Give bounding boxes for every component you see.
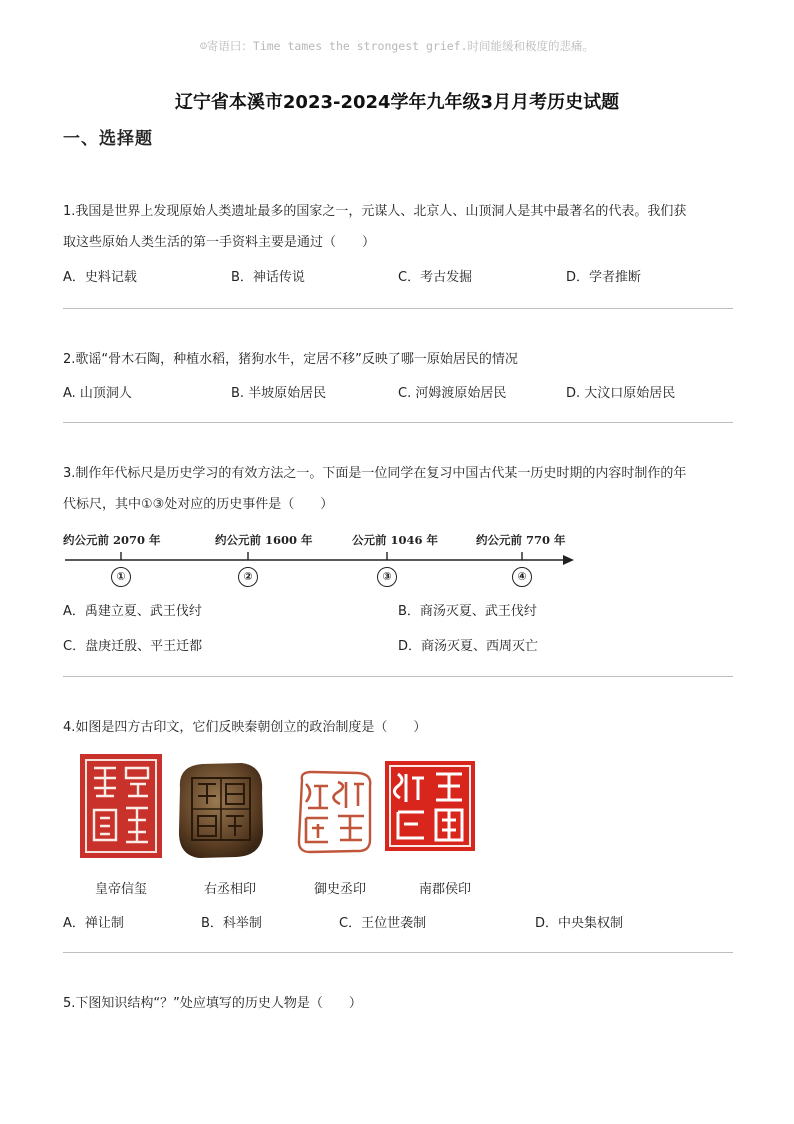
q1-option-d[interactable]: D．学者推断 <box>566 270 642 285</box>
page-title: 辽宁省本溪市2023-2024学年九年级3月月考历史试题 <box>174 92 620 113</box>
q2-option-c[interactable]: C. 河姆渡原始居民 <box>398 386 507 401</box>
q2-option-a[interactable]: A. 山顶洞人 <box>63 386 132 401</box>
section-heading: 一、选择题 <box>63 129 153 149</box>
divider <box>63 308 733 309</box>
timeline-label-2: 约公元前 1600 年 <box>215 533 313 547</box>
q2-option-d[interactable]: D. 大汶口原始居民 <box>566 386 676 401</box>
q3-option-b[interactable]: B．商汤灭夏、武王伐纣 <box>398 604 537 619</box>
timeline-label-4: 约公元前 770 年 <box>476 533 566 547</box>
q4-option-a[interactable]: A．禅让制 <box>63 916 124 931</box>
question-3-options-row-1 <box>63 600 733 620</box>
question-2-options <box>63 382 733 402</box>
q2-option-b[interactable]: B. 半坡原始居民 <box>231 386 327 401</box>
question-2-stem: 2.歌谣“骨木石陶，种植水稻，猪狗水牛，定居不移”反映了哪一原始居民的情况 <box>63 352 518 367</box>
divider <box>63 952 733 953</box>
question-3-line-2: 代标尺，其中①③处对应的历史事件是（ ） <box>63 497 334 512</box>
divider <box>63 422 733 423</box>
q3-option-a[interactable]: A．禹建立夏、武王伐纣 <box>63 604 202 619</box>
seal-image-3 <box>292 768 376 856</box>
question-4-options <box>63 912 733 932</box>
timeline-marker-4: ④ <box>512 567 532 587</box>
q1-option-b[interactable]: B．神话传说 <box>231 270 305 285</box>
timeline-label-3: 公元前 1046 年 <box>352 533 439 547</box>
question-1-line-1: 1.我国是世界上发现原始人类遗址最多的国家之一，元谋人、北京人、山顶洞人是其中最著名的代表。我们获 <box>63 204 687 219</box>
q1-option-a[interactable]: A．史料记载 <box>63 270 137 285</box>
timeline-marker-2: ② <box>238 567 258 587</box>
divider <box>63 676 733 677</box>
watermark-motto: ☺寄语曰：Time tames the strongest grief.时间能缓和极度的悲痛。 <box>199 39 595 53</box>
q4-option-d[interactable]: D．中央集权制 <box>535 916 624 931</box>
seal-image-2 <box>172 758 268 862</box>
seal-image-1 <box>78 752 164 862</box>
seal-image-4 <box>382 758 478 854</box>
q4-option-b[interactable]: B．科举制 <box>201 916 262 931</box>
question-1-stem <box>63 196 733 258</box>
timeline-label-1: 约公元前 2070 年 <box>63 533 161 547</box>
q1-option-c[interactable]: C．考古发掘 <box>398 270 473 285</box>
seal-caption-1: 皇帝信玺 <box>94 882 147 897</box>
question-4-stem: 4.如图是四方古印文，它们反映秦朝创立的政治制度是（ ） <box>63 720 427 735</box>
seal-caption-3: 御史丞印 <box>313 882 366 897</box>
q4-option-c[interactable]: C．王位世袭制 <box>339 916 427 931</box>
timeline-marker-3: ③ <box>377 567 397 587</box>
question-1-line-2: 取这些原始人类生活的第一手资料主要是通过（ ） <box>63 235 376 250</box>
question-3-options-row-2 <box>63 635 733 655</box>
timeline-ruler <box>63 528 583 590</box>
seal-caption-2: 右丞相印 <box>203 882 256 897</box>
q3-option-c[interactable]: C．盘庚迁殷、平王迁都 <box>63 639 203 654</box>
seal-caption-4: 南郡侯印 <box>418 882 471 897</box>
question-5-stem: 5.下图知识结构“？”处应填写的历史人物是（ ） <box>63 996 362 1011</box>
question-1-options <box>63 266 733 286</box>
timeline-marker-1: ① <box>111 567 131 587</box>
question-3-line-1: 3.制作年代标尺是历史学习的有效方法之一。下面是一位同学在复习中国古代某一历史时期的内容时制作的年 <box>63 466 687 481</box>
question-3-stem <box>63 458 733 520</box>
q3-option-d[interactable]: D．商汤灭夏、西周灭亡 <box>398 639 539 654</box>
